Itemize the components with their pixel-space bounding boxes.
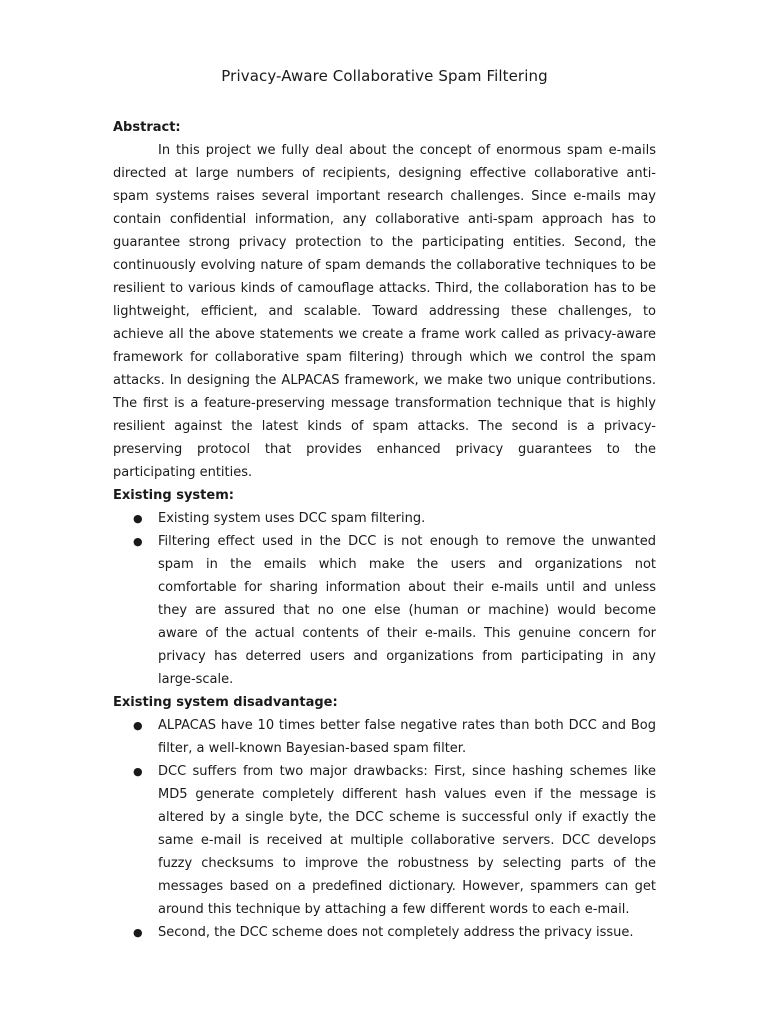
abstract-paragraph: In this project we fully deal about the concept of enormous spam e-mails directed at large numbers of recipients, designing effective collaborative anti-spam systems raises several important research challenges. Since e-mails may contain confidential information, any collaborative anti-spam approach has to guarantee strong privacy protection to the participating entities. Second, the continuously evolving nature of spam demands the collaborative techniques to be resilient to various kinds of camouflage attacks. Third, the collaboration has to be lightweight, efficient, and scalable. Toward addressing these challenges, to achieve all the above statements we create a frame work called as privacy-aware framework for collaborative spam filtering) through which we control the spam attacks. In designing the ALPACAS framework, we make two unique contributions. The first is a feature-preserving message transformation technique that is highly resilient against the latest kinds of spam attacks. The second is a privacy-preserving protocol that provides enhanced privacy guarantees to the participating entities. bbox=[113, 143, 656, 480]
list-item-text: DCC suffers from two major drawbacks: First, since hashing schemes like MD5 generate completely different hash values even if the message is altered by a single byte, the DCC scheme is successful only if exactly the same e-mail is received at multiple collaborative servers. DCC develops fuzzy checksums to improve the robustness by selecting parts of the messages based on a predefined dictionary. However, spammers can get around this technique by attaching a few different words to each e-mail. bbox=[158, 764, 656, 917]
list-item bbox=[133, 921, 656, 944]
bullet-icon: ● bbox=[133, 512, 143, 525]
disadvantage-heading: Existing system disadvantage: bbox=[113, 695, 338, 710]
existing-system-section bbox=[113, 484, 656, 691]
existing-system-heading: Existing system: bbox=[113, 488, 234, 503]
bullet-icon: ● bbox=[133, 719, 143, 732]
bullet-icon: ● bbox=[133, 926, 143, 939]
list-item-text: Filtering effect used in the DCC is not enough to remove the unwanted spam in the emails which make the users and organizations not comfortable for sharing information about their e-mails until and unless they are assured that no one else (human or machine) would become aware of the actual contents of their e-mails. This genuine concern for privacy has deterred users and organizations from participating in any large-scale. bbox=[158, 534, 656, 687]
document-title: Privacy-Aware Collaborative Spam Filtering bbox=[221, 67, 548, 85]
list-item-text: ALPACAS have 10 times better false negative rates than both DCC and Bog filter, a well-known Bayesian-based spam filter. bbox=[158, 718, 656, 756]
list-item bbox=[133, 714, 656, 760]
bullet-icon: ● bbox=[133, 765, 143, 778]
list-item bbox=[133, 760, 656, 921]
existing-system-list bbox=[113, 507, 656, 691]
list-item-text: Second, the DCC scheme does not completely address the privacy issue. bbox=[158, 925, 634, 940]
disadvantage-list bbox=[113, 714, 656, 944]
abstract-heading: Abstract: bbox=[113, 120, 181, 135]
list-item-text: Existing system uses DCC spam filtering. bbox=[158, 511, 426, 526]
disadvantage-section bbox=[113, 691, 656, 944]
abstract-section bbox=[113, 116, 656, 484]
list-item bbox=[133, 530, 656, 691]
list-item bbox=[133, 507, 656, 530]
bullet-icon: ● bbox=[133, 535, 143, 548]
